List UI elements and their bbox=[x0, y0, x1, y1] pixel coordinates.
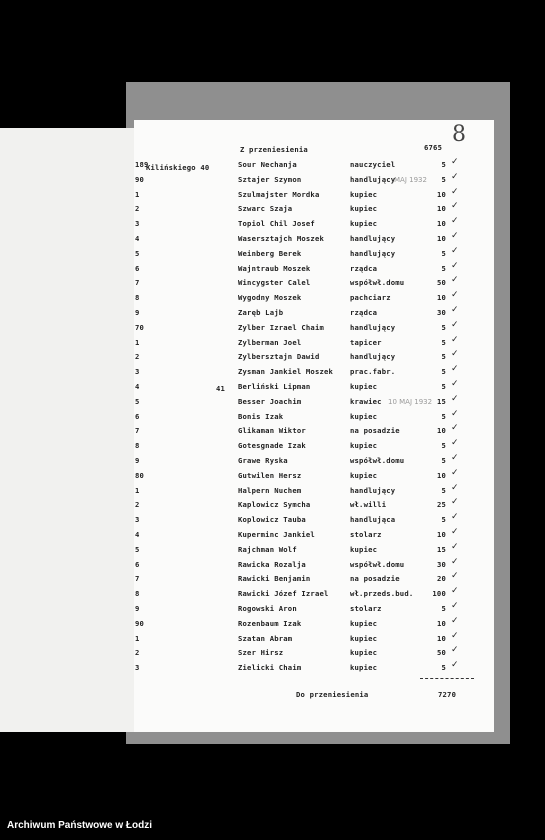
row-number: 9 bbox=[135, 604, 140, 613]
entry-amount: 10 bbox=[436, 426, 446, 435]
entry-amount: 5 bbox=[441, 663, 446, 672]
entry-name: Szer Hirsz bbox=[238, 648, 284, 657]
check-mark-icon: ✓ bbox=[451, 305, 459, 315]
check-mark-icon: ✓ bbox=[451, 335, 459, 345]
entry-occupation: kupiec bbox=[350, 471, 378, 480]
check-mark-icon: ✓ bbox=[451, 645, 459, 655]
entry-name: Berliński Lipman bbox=[238, 382, 311, 391]
house-number: 41 bbox=[216, 384, 226, 393]
entry-amount: 30 bbox=[436, 560, 446, 569]
row-number: 4 bbox=[135, 530, 140, 539]
check-mark-icon: ✓ bbox=[451, 557, 459, 567]
entry-amount: 5 bbox=[441, 486, 446, 495]
entry-occupation: stolarz bbox=[350, 530, 382, 539]
entry-amount: 10 bbox=[436, 190, 446, 199]
date-stamp: 10 MAJ 1932 bbox=[388, 398, 433, 406]
entry-amount: 25 bbox=[436, 500, 446, 509]
entry-name: Wincygster Calel bbox=[238, 278, 311, 287]
entry-occupation: handlujący bbox=[350, 352, 396, 361]
entry-amount: 5 bbox=[441, 441, 446, 450]
row-number: 7 bbox=[135, 426, 140, 435]
entry-amount: 10 bbox=[436, 471, 446, 480]
row-number: 9 bbox=[135, 308, 140, 317]
entry-amount: 5 bbox=[441, 249, 446, 258]
entry-occupation: rządca bbox=[350, 264, 378, 273]
entry-amount: 5 bbox=[441, 338, 446, 347]
entry-amount: 5 bbox=[441, 382, 446, 391]
entry-name: Wajntraub Moszek bbox=[238, 264, 311, 273]
entry-name: Szatan Abram bbox=[238, 634, 293, 643]
entry-occupation: na posadzie bbox=[350, 574, 400, 583]
entry-name: Weinberg Berek bbox=[238, 249, 302, 258]
archive-label: Archiwum Państwowe w Łodzi bbox=[7, 820, 153, 831]
entry-name: Halpern Nuchem bbox=[238, 486, 302, 495]
entry-name: Sour Nechanja bbox=[238, 160, 297, 169]
row-number: 90 bbox=[135, 175, 145, 184]
entry-amount: 5 bbox=[441, 367, 446, 376]
check-mark-icon: ✓ bbox=[451, 216, 459, 226]
entry-occupation: tapicer bbox=[350, 338, 382, 347]
left-page bbox=[0, 128, 145, 732]
total-label: Do przeniesienia bbox=[296, 690, 369, 699]
entry-amount: 5 bbox=[441, 412, 446, 421]
entry-name: Szwarc Szaja bbox=[238, 204, 293, 213]
entry-amount: 10 bbox=[436, 204, 446, 213]
check-mark-icon: ✓ bbox=[451, 261, 459, 271]
entry-name: Rawicki Józef Izrael bbox=[238, 589, 329, 598]
entry-occupation: kupiec bbox=[350, 663, 378, 672]
row-number: 4 bbox=[135, 382, 140, 391]
row-number: 1 bbox=[135, 190, 140, 199]
entry-name: Rajchman Wolf bbox=[238, 545, 297, 554]
entry-amount: 10 bbox=[436, 219, 446, 228]
entry-occupation: kupiec bbox=[350, 190, 378, 199]
carry-over-label: Z przeniesienia bbox=[240, 145, 308, 154]
date-stamp: MAJ 1932 bbox=[394, 176, 427, 184]
check-mark-icon: ✓ bbox=[451, 290, 459, 300]
check-mark-icon: ✓ bbox=[451, 187, 459, 197]
entry-occupation: handlujący bbox=[350, 175, 396, 184]
check-mark-icon: ✓ bbox=[451, 364, 459, 374]
entry-name: Zylbersztajn Dawid bbox=[238, 352, 320, 361]
check-mark-icon: ✓ bbox=[451, 512, 459, 522]
entry-occupation: rządca bbox=[350, 308, 378, 317]
check-mark-icon: ✓ bbox=[451, 527, 459, 537]
check-mark-icon: ✓ bbox=[451, 320, 459, 330]
check-mark-icon: ✓ bbox=[451, 379, 459, 389]
row-number: 2 bbox=[135, 648, 140, 657]
check-mark-icon: ✓ bbox=[451, 571, 459, 581]
margin-mark: 8 bbox=[452, 122, 466, 147]
street-label: Kilińskiego 40 bbox=[146, 163, 210, 172]
entry-name: Bonis Izak bbox=[238, 412, 284, 421]
row-number: 6 bbox=[135, 560, 140, 569]
entry-occupation: współwł.domu bbox=[350, 456, 405, 465]
entry-amount: 5 bbox=[441, 160, 446, 169]
check-mark-icon: ✓ bbox=[451, 453, 459, 463]
entry-amount: 5 bbox=[441, 175, 446, 184]
entry-amount: 100 bbox=[432, 589, 446, 598]
entry-name: Koplowicz Tauba bbox=[238, 515, 306, 524]
check-mark-icon: ✓ bbox=[451, 542, 459, 552]
entry-name: Rozenbaum Izak bbox=[238, 619, 302, 628]
entry-occupation: prac.fabr. bbox=[350, 367, 396, 376]
entry-occupation: handlująca bbox=[350, 515, 396, 524]
entry-name: Wygodny Moszek bbox=[238, 293, 302, 302]
entry-name: Zysman Jankiel Moszek bbox=[238, 367, 334, 376]
entry-amount: 50 bbox=[436, 278, 446, 287]
entry-amount: 5 bbox=[441, 456, 446, 465]
check-mark-icon: ✓ bbox=[451, 349, 459, 359]
check-mark-icon: ✓ bbox=[451, 586, 459, 596]
entry-occupation: handlujący bbox=[350, 486, 396, 495]
entry-occupation: stolarz bbox=[350, 604, 382, 613]
entry-amount: 5 bbox=[441, 515, 446, 524]
check-mark-icon: ✓ bbox=[451, 275, 459, 285]
check-mark-icon: ✓ bbox=[451, 601, 459, 611]
check-mark-icon: ✓ bbox=[451, 438, 459, 448]
entry-occupation: handlujący bbox=[350, 234, 396, 243]
row-number: 2 bbox=[135, 500, 140, 509]
check-mark-icon: ✓ bbox=[451, 497, 459, 507]
entry-amount: 5 bbox=[441, 604, 446, 613]
entry-occupation: handlujący bbox=[350, 249, 396, 258]
row-number: 1 bbox=[135, 486, 140, 495]
entry-name: Zylberman Joel bbox=[238, 338, 302, 347]
row-number: 3 bbox=[135, 663, 140, 672]
entry-amount: 10 bbox=[436, 619, 446, 628]
entry-name: Topiol Chil Josef bbox=[238, 219, 315, 228]
entry-name: Zielicki Chaim bbox=[238, 663, 302, 672]
row-number: 8 bbox=[135, 589, 140, 598]
row-number: 1 bbox=[135, 634, 140, 643]
entry-amount: 20 bbox=[436, 574, 446, 583]
row-number: 80 bbox=[135, 471, 145, 480]
row-number: 70 bbox=[135, 323, 145, 332]
row-number: 5 bbox=[135, 545, 140, 554]
row-number: 3 bbox=[135, 219, 140, 228]
entry-name: Besser Joachim bbox=[238, 397, 302, 406]
entry-amount: 10 bbox=[436, 530, 446, 539]
entry-occupation: kupiec bbox=[350, 634, 378, 643]
row-number: 2 bbox=[135, 204, 140, 213]
entry-occupation: kupiec bbox=[350, 382, 378, 391]
entry-name: Rawicka Rozalja bbox=[238, 560, 306, 569]
entry-occupation: kupiec bbox=[350, 204, 378, 213]
entry-amount: 15 bbox=[436, 545, 446, 554]
row-number: 7 bbox=[135, 278, 140, 287]
entry-occupation: nauczyciel bbox=[350, 160, 396, 169]
check-mark-icon: ✓ bbox=[451, 172, 459, 182]
row-number: 9 bbox=[135, 456, 140, 465]
archive-footer bbox=[0, 812, 545, 840]
entry-name: Gutwilen Hersz bbox=[238, 471, 302, 480]
entry-amount: 10 bbox=[436, 234, 446, 243]
entry-name: Zylber Izrael Chaim bbox=[238, 323, 325, 332]
row-number: 8 bbox=[135, 293, 140, 302]
entry-occupation: współwł.domu bbox=[350, 560, 405, 569]
check-mark-icon: ✓ bbox=[451, 468, 459, 478]
row-number: 6 bbox=[135, 412, 140, 421]
entry-name: Szulmajster Mordka bbox=[238, 190, 320, 199]
check-mark-icon: ✓ bbox=[451, 394, 459, 404]
row-number: 2 bbox=[135, 352, 140, 361]
entry-amount: 50 bbox=[436, 648, 446, 657]
sum-rule bbox=[420, 678, 474, 679]
entry-name: Glikaman Wiktor bbox=[238, 426, 306, 435]
total-value: 7270 bbox=[438, 690, 457, 699]
entry-occupation: kupiec bbox=[350, 619, 378, 628]
check-mark-icon: ✓ bbox=[451, 483, 459, 493]
entry-name: Wasersztajch Moszek bbox=[238, 234, 325, 243]
row-number: 6 bbox=[135, 264, 140, 273]
entry-amount: 10 bbox=[436, 634, 446, 643]
row-number: 7 bbox=[135, 574, 140, 583]
check-mark-icon: ✓ bbox=[451, 201, 459, 211]
row-number: 8 bbox=[135, 441, 140, 450]
entry-occupation: kupiec bbox=[350, 545, 378, 554]
row-number: 3 bbox=[135, 367, 140, 376]
entry-amount: 5 bbox=[441, 264, 446, 273]
entry-name: Rogowski Aron bbox=[238, 604, 297, 613]
row-number: 4 bbox=[135, 234, 140, 243]
check-mark-icon: ✓ bbox=[451, 231, 459, 241]
entry-occupation: współwł.domu bbox=[350, 278, 405, 287]
entry-occupation: wł.przeds.bud. bbox=[350, 589, 414, 598]
entry-amount: 10 bbox=[436, 293, 446, 302]
check-mark-icon: ✓ bbox=[451, 423, 459, 433]
entry-name: Kuperminc Jankiel bbox=[238, 530, 315, 539]
entry-amount: 5 bbox=[441, 352, 446, 361]
entry-occupation: kupiec bbox=[350, 648, 378, 657]
entry-occupation: wł.willi bbox=[350, 500, 387, 509]
entry-name: Kaplowicz Symcha bbox=[238, 500, 311, 509]
entry-amount: 5 bbox=[441, 323, 446, 332]
check-mark-icon: ✓ bbox=[451, 157, 459, 167]
entry-amount: 15 bbox=[436, 397, 446, 406]
row-number: 1 bbox=[135, 338, 140, 347]
row-number: 5 bbox=[135, 397, 140, 406]
entry-occupation: kupiec bbox=[350, 219, 378, 228]
check-mark-icon: ✓ bbox=[451, 616, 459, 626]
check-mark-icon: ✓ bbox=[451, 631, 459, 641]
entry-occupation: kupiec bbox=[350, 441, 378, 450]
row-number: 90 bbox=[135, 619, 145, 628]
check-mark-icon: ✓ bbox=[451, 409, 459, 419]
entry-name: Grawe Ryska bbox=[238, 456, 288, 465]
entry-occupation: kupiec bbox=[350, 412, 378, 421]
entry-occupation: na posadzie bbox=[350, 426, 400, 435]
entry-name: Rawicki Benjamin bbox=[238, 574, 311, 583]
entry-name: Gotesgnade Izak bbox=[238, 441, 306, 450]
entry-occupation: krawiec bbox=[350, 397, 382, 406]
entry-occupation: pachciarz bbox=[350, 293, 391, 302]
entry-name: Zaręb Lajb bbox=[238, 308, 284, 317]
entry-amount: 30 bbox=[436, 308, 446, 317]
row-number: 189 bbox=[135, 160, 149, 169]
carry-over-value: 6765 bbox=[424, 143, 443, 152]
check-mark-icon: ✓ bbox=[451, 246, 459, 256]
row-number: 5 bbox=[135, 249, 140, 258]
row-number: 3 bbox=[135, 515, 140, 524]
entry-name: Sztajer Szymon bbox=[238, 175, 302, 184]
entry-occupation: handlujący bbox=[350, 323, 396, 332]
check-mark-icon: ✓ bbox=[451, 660, 459, 670]
